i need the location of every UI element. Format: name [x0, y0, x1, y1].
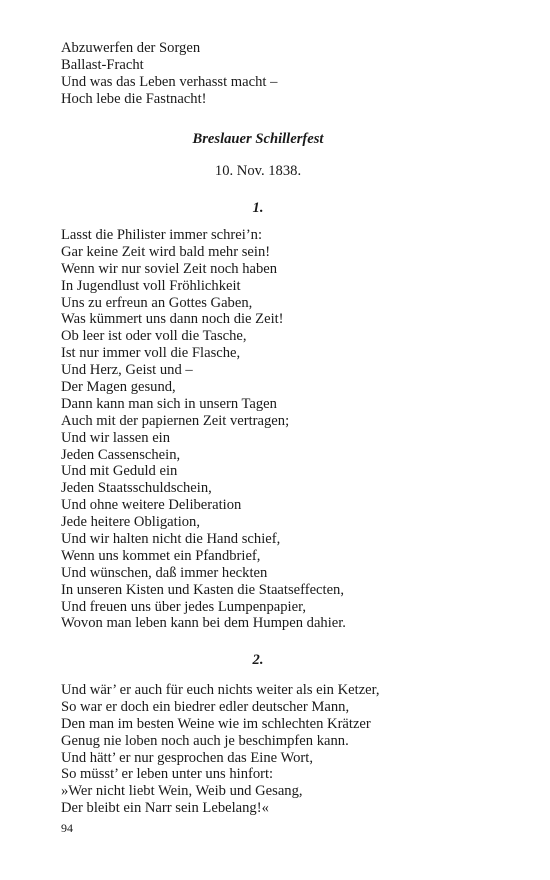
verse-line: Was kümmert uns dann noch die Zeit!	[61, 311, 284, 328]
verse-line: Lasst die Philister immer schrei’n:	[61, 227, 263, 243]
verse-line: Und wir lassen ein	[61, 429, 171, 446]
verse-line: Uns zu erfreun an Gottes Gaben,	[61, 294, 253, 311]
verse-line: In unseren Kisten und Kasten die Staatseffecten,	[61, 581, 345, 598]
section-number-1: 1.	[252, 200, 264, 216]
verse-line: Jede heitere Obligation,	[61, 514, 200, 531]
verse-line: Den man im besten Weine wie im schlechten Krätzer	[61, 715, 371, 732]
verse-line: So müsst’ er leben unter uns hinfort:	[61, 766, 274, 783]
verse-line: Wenn uns kommet ein Pfandbrief,	[61, 547, 261, 564]
page-number: 94	[61, 821, 73, 835]
verse-line: Und hätt’ er nur gesprochen das Eine Wort,	[61, 749, 313, 766]
verse-line: Jeden Cassenschein,	[61, 446, 181, 463]
poem-date: 10. Nov. 1838.	[214, 163, 302, 179]
verse-line: In Jugendlust voll Fröhlichkeit	[61, 277, 241, 294]
verse-line: Und was das Leben verhasst macht –	[61, 73, 278, 90]
intro-stanza	[61, 40, 501, 108]
verse-line: Wovon man leben kann bei dem Humpen dahier.	[61, 615, 346, 632]
verse-line: Und wir halten nicht die Hand schief,	[61, 531, 281, 548]
verse-line: Ob leer ist oder voll die Tasche,	[61, 328, 247, 345]
verse-line: Der bleibt ein Narr sein Lebelang!«	[61, 800, 269, 817]
verse-line: Und Herz, Geist und –	[61, 362, 193, 379]
stanza-2	[61, 682, 501, 817]
verse-line: Und wünschen, daß immer heckten	[61, 564, 268, 581]
stanza-1	[61, 227, 501, 632]
verse-line: Dann kann man sich in unsern Tagen	[61, 395, 277, 412]
poem-title: Breslauer Schillerfest	[192, 131, 324, 147]
verse-line: Abzuwerfen der Sorgen	[61, 40, 201, 56]
verse-line: Und freuen uns über jedes Lumpenpapier,	[61, 598, 306, 615]
verse-line: Und mit Geduld ein	[61, 463, 178, 480]
verse-line: Der Magen gesund,	[61, 379, 176, 396]
verse-line: So war er doch ein biedrer edler deutscher Mann,	[61, 698, 350, 715]
verse-line: Jeden Staatsschuldschein,	[61, 480, 212, 497]
verse-line: Auch mit der papiernen Zeit vertragen;	[61, 412, 290, 429]
verse-line: Und wär’ er auch für euch nichts weiter als ein Ketzer,	[61, 682, 380, 698]
verse-line: Wenn wir nur soviel Zeit noch haben	[61, 260, 278, 277]
verse-line: Und ohne weitere Deliberation	[61, 497, 242, 514]
verse-line: »Wer nicht liebt Wein, Weib und Gesang,	[61, 783, 303, 800]
section-number-2: 2.	[252, 652, 264, 668]
verse-line: Ballast-Fracht	[61, 56, 144, 73]
verse-line: Ist nur immer voll die Flasche,	[61, 345, 241, 362]
verse-line: Gar keine Zeit wird bald mehr sein!	[61, 243, 271, 260]
verse-line: Genug nie loben noch auch je beschimpfen kann.	[61, 732, 349, 749]
verse-line: Hoch lebe die Fastnacht!	[61, 90, 207, 107]
